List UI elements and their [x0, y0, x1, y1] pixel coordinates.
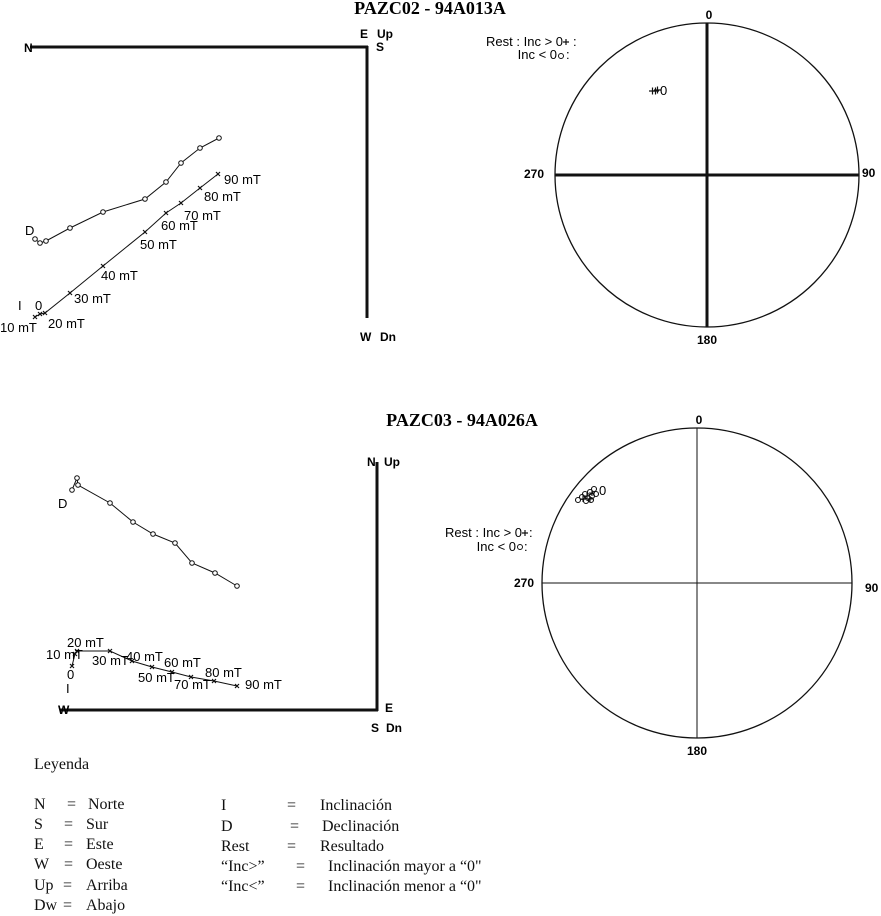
- stereonet: [445, 413, 879, 758]
- legend-equals: =: [67, 796, 77, 813]
- axis-label-down: Dn: [380, 330, 396, 344]
- declination-point: [198, 146, 203, 151]
- step-label-10mt: 10 mT: [0, 320, 37, 335]
- axis-label-up: Up: [384, 455, 400, 469]
- inclination-point: [179, 201, 183, 205]
- legend-title: Leyenda: [34, 756, 90, 773]
- declination-point: [101, 210, 106, 215]
- legend-value: Declinación: [322, 818, 400, 835]
- stereonet-cluster-label: 0: [599, 483, 607, 498]
- declination-point: [164, 180, 169, 185]
- axis-label-west: W: [360, 330, 372, 344]
- axis-label-up: Up: [377, 27, 393, 41]
- legend-key: S: [34, 816, 43, 833]
- stereonet-label-180: 180: [686, 744, 708, 758]
- step-label-50mt: 50 mT: [140, 237, 177, 252]
- legend-key: Dw: [34, 897, 58, 914]
- declination-point: [179, 161, 184, 166]
- legend-key: Up: [34, 877, 54, 894]
- inclination-point: [68, 291, 72, 295]
- axis-label-east: E: [360, 27, 369, 41]
- zijderveld-plot: [0, 27, 396, 344]
- inclination-point: [143, 230, 147, 234]
- plus-marker-icon: [563, 39, 569, 45]
- inclination-point: [198, 186, 202, 190]
- marker-declination: D: [58, 496, 68, 511]
- declination-point: [75, 476, 80, 481]
- stereonet-label-90: 90: [862, 166, 876, 180]
- stereonet-label-270: 270: [524, 167, 545, 181]
- step-label-60mt: 60 mT: [161, 218, 198, 233]
- legend-value: Inclinación: [320, 797, 392, 814]
- stereonet-legend-positive: Rest : Inc > 0: [486, 34, 563, 49]
- declination-point: [38, 241, 43, 246]
- legend-value: Arriba: [86, 877, 128, 894]
- stereonet-cluster-label: 0: [660, 83, 668, 98]
- step-label-90mt: 90 mT: [245, 677, 282, 692]
- inclination-trace: [35, 174, 218, 317]
- declination-point: [217, 136, 222, 141]
- marker-declination: D: [25, 223, 35, 238]
- legend-equals: =: [64, 836, 74, 853]
- inclination-point: [164, 211, 168, 215]
- step-label-70mt: 70 mT: [184, 208, 221, 223]
- legend-equals: =: [63, 877, 73, 894]
- stereonet-legend-negative: Inc < 0: [476, 539, 516, 554]
- stereonet-label-0: 0: [705, 8, 713, 22]
- legend-key: “Inc<”: [221, 878, 265, 895]
- legend-colon: :: [524, 539, 528, 554]
- step-label-10mt: 10 mT: [46, 647, 83, 662]
- stereonet: [486, 8, 876, 347]
- declination-point: [143, 197, 148, 202]
- legend-key: W: [34, 856, 50, 873]
- stereonet-legend-positive: Rest : Inc > 0: [445, 525, 522, 540]
- circle-marker-icon: [518, 545, 523, 550]
- declination-point: [108, 501, 113, 506]
- legend-key: “Inc>”: [221, 858, 265, 875]
- legend-equals: =: [296, 858, 306, 875]
- step-label-60mt: 60 mT: [164, 655, 201, 670]
- axis-label-east: E: [385, 701, 394, 715]
- axis-label-north: N: [367, 455, 376, 469]
- stereonet-cluster: [576, 487, 599, 504]
- panel-title: PAZC02 - 94A013A: [354, 0, 506, 18]
- legend-value: Este: [86, 836, 114, 853]
- circle-marker-icon: [559, 54, 564, 59]
- declination-point: [173, 541, 178, 546]
- axis-label-north: N: [24, 41, 33, 55]
- step-label-30mt: 30 mT: [92, 653, 129, 668]
- zijderveld-plot: [46, 455, 402, 735]
- step-label-40mt: 40 mT: [101, 268, 138, 283]
- declination-point: [235, 584, 240, 589]
- declination-point: [131, 520, 136, 525]
- step-label-0: 0: [35, 298, 43, 313]
- legend-value: Resultado: [320, 838, 384, 855]
- legend-key: Rest: [221, 838, 250, 855]
- legend-colon: :: [529, 525, 533, 540]
- panel-pazc03: [46, 410, 879, 758]
- legend-key: E: [34, 836, 44, 853]
- legend-key: N: [34, 796, 46, 813]
- declination-point: [213, 571, 218, 576]
- panel-pazc02: [0, 0, 876, 347]
- legend-equals: =: [287, 797, 297, 814]
- axis-label-south: S: [376, 40, 385, 54]
- step-label-40mt: 40 mT: [126, 649, 163, 664]
- legend-equals: =: [63, 897, 73, 914]
- stereonet-label-180: 180: [696, 333, 718, 347]
- declination-point: [44, 239, 49, 244]
- stereonet-label-0: 0: [695, 413, 703, 427]
- step-label-80mt: 80 mT: [204, 189, 241, 204]
- step-label-50mt: 50 mT: [138, 670, 175, 685]
- marker-inclination: I: [18, 298, 22, 313]
- legend-key: I: [221, 797, 227, 814]
- legend-equals: =: [290, 818, 300, 835]
- axis-label-down: Dn: [386, 721, 402, 735]
- stereonet-label-270: 270: [514, 576, 535, 590]
- legend-equals: =: [287, 838, 297, 855]
- panel-title: PAZC03 - 94A026A: [386, 410, 538, 430]
- step-label-90mt: 90 mT: [224, 172, 261, 187]
- stereonet-legend-negative: Inc < 0: [517, 47, 557, 62]
- legend-value: Abajo: [86, 897, 126, 914]
- step-label-20mt: 20 mT: [67, 635, 104, 650]
- legend-value: Norte: [88, 796, 125, 813]
- stereonet-label-90: 90: [865, 581, 879, 595]
- plus-marker-icon: [522, 530, 528, 536]
- axis-label-south: S: [371, 721, 380, 735]
- declination-point: [76, 483, 81, 488]
- legend-colon: :: [566, 47, 570, 62]
- declination-point: [68, 226, 73, 231]
- step-label-30mt: 30 mT: [74, 291, 111, 306]
- step-label-70mt: 70 mT: [174, 677, 211, 692]
- legend-value: Oeste: [86, 856, 123, 873]
- legend-key: D: [221, 818, 233, 835]
- step-label-20mt: 20 mT: [48, 316, 85, 331]
- marker-inclination: I: [66, 681, 70, 696]
- legend-equals: =: [296, 878, 306, 895]
- declination-point: [151, 532, 156, 537]
- inclination-point: [33, 315, 37, 319]
- declination-point: [70, 488, 75, 493]
- step-label-0: 0: [67, 667, 75, 682]
- declination-point: [190, 561, 195, 566]
- legend-equals: =: [64, 816, 74, 833]
- axis-label-west: W: [58, 703, 70, 717]
- declination-points: [70, 476, 240, 589]
- legend-equals: =: [64, 856, 74, 873]
- legend-value: Inclinación menor a “0": [328, 878, 482, 895]
- legend-value: Sur: [86, 816, 109, 833]
- direction-point: [587, 496, 593, 502]
- inclination-point: [216, 172, 220, 176]
- step-label-80mt: 80 mT: [205, 665, 242, 680]
- legend-colon: :: [573, 34, 577, 49]
- legend-value: Inclinación mayor a “0": [328, 858, 482, 875]
